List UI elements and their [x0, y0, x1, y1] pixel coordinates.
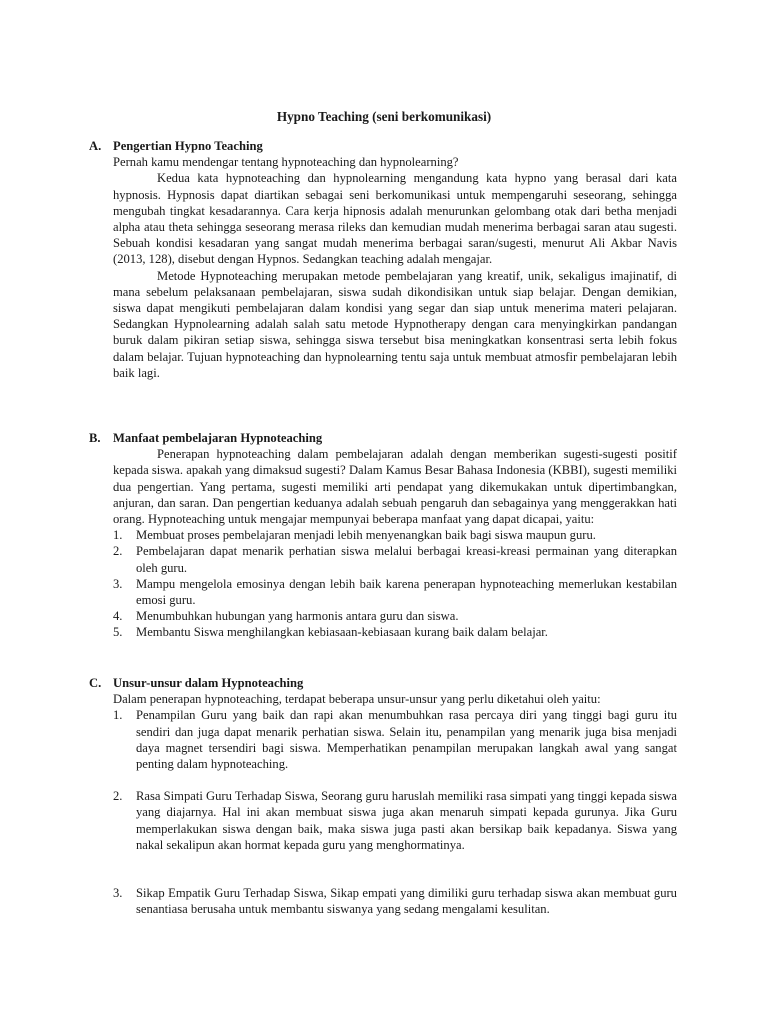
list-text: Menumbuhkan hubungan yang harmonis antara guru dan siswa. — [136, 609, 459, 624]
section-a-body — [113, 154, 677, 381]
list-item — [113, 576, 677, 608]
list-item — [113, 527, 677, 543]
list-item — [113, 885, 677, 917]
section-a-paragraph-2: Metode Hypnoteaching merupakan metode pembelajaran yang kreatif, unik, sekaligus imajinatif, di mana sebelum pelaksanaan pembelajaran, siswa sudah dikondisikan untuk siap belajar. Dengan demikian, siswa dapat mengikuti pembelajaran dalam kondisi yang segar dan siap untuk menerima materi pelajaran. Sedangkan Hypnolearning adalah salah satu metode Hypnotherapy dengan cara menyingkirkan pandangan buruk dalam pikiran setiap siswa, sehingga siswa tersebut bisa meningkatkan konsentrasi serta lebih fokus dalam belajar. Tujuan hypnoteaching dan hypnolearning tentu saja untuk membuat atmosfir pembelajaran lebih baik lagi. — [113, 268, 677, 380]
section-c-body — [113, 691, 677, 707]
section-letter: C. — [89, 676, 102, 690]
list-number: 5. — [113, 625, 123, 640]
list-number: 1. — [113, 528, 123, 543]
section-letter: A. — [89, 139, 102, 153]
list-description: , Sikap empati yang dimiliki guru terhadap siswa akan membuat guru senantiasa berusaha untuk membantu siswanya yang sedang mengalami kesulitan. — [136, 886, 677, 917]
list-description: yang baik dan rapi akan menumbuhkan rasa percaya diri yang tinggi bagi guru itu sendiri dan juga dapat menarik perhatian siswa. Selain itu, penampilan yang menarik juga bisa menjadi daya magnet tersendiri bagi siswa. Memperhatikan penampilan merupakan langkah awal yang sangat penting dalam hypnoteaching. — [136, 708, 677, 772]
list-number: 3. — [113, 886, 123, 901]
section-title: Manfaat pembelajaran Hypnoteaching — [113, 431, 323, 445]
section-title: Unsur-unsur dalam Hypnoteaching — [113, 676, 304, 690]
section-a-intro: Pernah kamu mendengar tentang hypnoteaching dan hypnolearning? — [113, 155, 459, 170]
list-number: 3. — [113, 576, 123, 591]
section-title: Pengertian Hypno Teaching — [113, 139, 263, 153]
document-title: Hypno Teaching (seni berkomunikasi) — [276, 109, 492, 124]
section-b-paragraph-1: Penerapan hypnoteaching dalam pembelajaran adalah dengan memberikan sugesti-sugesti positif kepada siswa. apakah yang dimaksud sugesti? Dalam Kamus Besar Bahasa Indonesia (KBBI), sugesti memiliki dua pengertian. Yang pertama, sugesti memiliki arti pendapat yang dikemukakan untuk dipertimbangkan, anjuran, dan saran. Dan pengertian keduanya adalah sebuah pengaruh dan sebagainya yang menggerakkan hati orang. Hypnoteaching untuk mengajar mempunyai beberapa manfaat yang dapat dicapai, yaitu: — [113, 447, 677, 527]
element-list — [113, 707, 677, 917]
section-b — [89, 430, 677, 641]
section-b-body — [113, 446, 677, 527]
list-term: Penampilan Guru — [136, 708, 227, 723]
list-text: Membuat proses pembelajaran menjadi lebih menyenangkan baik bagi siswa maupun guru. — [136, 528, 596, 543]
list-text: Mampu mengelola emosinya dengan lebih baik karena penerapan hypnoteaching memerlukan kestabilan emosi guru. — [136, 576, 677, 608]
list-text — [136, 707, 677, 772]
list-text — [136, 788, 677, 853]
section-c-heading — [89, 675, 677, 691]
list-number: 2. — [113, 789, 123, 804]
list-text — [136, 885, 677, 917]
list-text: Pembelajaran dapat menarik perhatian siswa melalui berbagai kreasi-kreasi permainan yang diterapkan oleh guru. — [136, 544, 677, 575]
section-a — [89, 138, 677, 381]
list-number: 1. — [113, 708, 123, 723]
list-term: Rasa Simpati Guru Terhadap Siswa — [136, 789, 315, 804]
section-a-heading — [89, 138, 677, 154]
benefit-list — [113, 527, 677, 640]
list-item — [113, 608, 677, 624]
list-term: Sikap Empatik Guru Terhadap Siswa — [136, 886, 324, 901]
list-text: Membantu Siswa menghilangkan kebiasaan-kebiasaan kurang baik dalam belajar. — [136, 625, 548, 640]
list-description: , Seorang guru haruslah memiliki rasa simpati yang tinggi kepada siswa yang diajarnya. Hal ini akan membuat siswa juga akan menaruh simpati kepada gurunya. Jika Guru memperlakukan siswa dengan baik, maka siswa juga pasti akan bersikap baik kepadanya. Siswa yang nakal sekalipun akan hormat kepada guru yang menghormatinya. — [136, 789, 677, 852]
section-c-intro: Dalam penerapan hypnoteaching, terdapat beberapa unsur-unsur yang perlu diketahui oleh yaitu: — [113, 692, 601, 707]
list-item — [113, 707, 677, 772]
section-b-heading — [89, 430, 677, 446]
section-c — [89, 675, 677, 933]
list-item — [113, 788, 677, 853]
list-number: 2. — [113, 544, 123, 559]
list-item — [113, 543, 677, 575]
list-number: 4. — [113, 609, 123, 624]
section-letter: B. — [89, 431, 101, 445]
list-item — [113, 624, 677, 640]
section-a-paragraph-1: Kedua kata hypnoteaching dan hypnolearning mengandung kata hypno yang berasal dari kata hypnosis. Hypnosis dapat diartikan sebagai seni berkomunikasi untuk mempengaruhi seseorang, sehingga mengubah tingkat kesadarannya. Cara kerja hipnosis adalah menurunkan gelombang otak dari betha menjadi alpha atau theta sehingga seseorang merasa rileks dan kemudian mudah menerima berbagai saran atau sugesti. Sebuah kondisi kesadaran yang sangat mudah menerima berbagai saran/sugesti, menurut Ali Akbar Navis (2013, 128), disebut dengan Hypnos. Sedangkan teaching adalah mengajar. — [113, 171, 677, 267]
